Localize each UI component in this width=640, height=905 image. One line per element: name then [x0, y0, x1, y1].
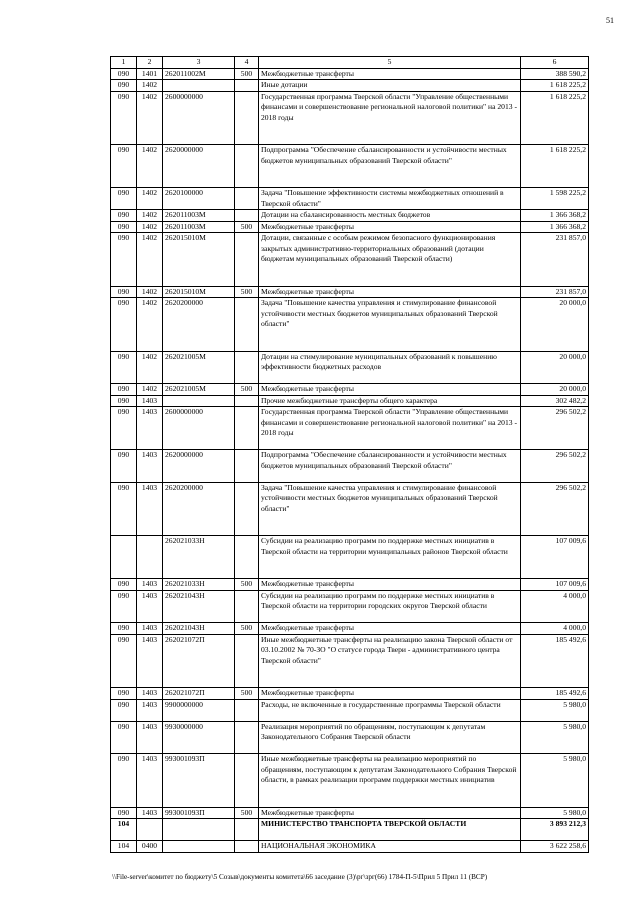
- description-cell: Иные межбюджетные трансферты на реализацию мероприятий по обращениям, поступающим к депутатам Законодательного Собрания Тверской области, в рамках реализации программ поддержки местных инициатив: [259, 754, 521, 808]
- table-row: [111, 699, 589, 721]
- section-code-cell: [137, 536, 163, 579]
- section-code-cell: 1403: [137, 699, 163, 721]
- description-cell: Государственная программа Тверской области "Управление общественными финансами и совершенствование региональной налоговой политики" на 2013 - 2018 годы: [259, 91, 521, 145]
- target-article-cell: 993001093П: [163, 807, 235, 819]
- section-code-cell: 1403: [137, 450, 163, 483]
- section-code-cell: 1402: [137, 145, 163, 188]
- ministry-code-cell: 090: [111, 634, 137, 688]
- expense-type-cell: [235, 634, 259, 688]
- table-row: [111, 623, 589, 635]
- amount-cell: 5 980,0: [521, 721, 589, 754]
- amount-cell: 4 000,0: [521, 590, 589, 623]
- ministry-code-cell: 090: [111, 590, 137, 623]
- table-row: [111, 407, 589, 450]
- amount-cell: 3 893 212,3: [521, 819, 589, 841]
- section-code-cell: 1401: [137, 68, 163, 80]
- ministry-code-cell: 090: [111, 68, 137, 80]
- ministry-code-cell: 090: [111, 579, 137, 591]
- description-cell: Дотации на сбалансированность местных бюджетов: [259, 210, 521, 222]
- table-row: [111, 395, 589, 407]
- description-cell: Государственная программа Тверской области "Управление общественными финансами и совершенствование региональной налоговой политики" на 2013 - 2018 годы: [259, 407, 521, 450]
- amount-cell: 231 857,0: [521, 286, 589, 298]
- description-cell: Задача "Повышение эффективности системы межбюджетных отношений в Тверской области": [259, 188, 521, 210]
- ministry-code-cell: 090: [111, 298, 137, 352]
- ministry-code-cell: 090: [111, 233, 137, 287]
- table-row: [111, 298, 589, 352]
- amount-cell: 296 502,2: [521, 450, 589, 483]
- target-article-cell: 262015010М: [163, 286, 235, 298]
- table-row: [111, 450, 589, 483]
- amount-cell: 185 492,6: [521, 634, 589, 688]
- section-code-cell: 1402: [137, 233, 163, 287]
- expense-type-cell: 500: [235, 623, 259, 635]
- expense-type-cell: [235, 841, 259, 853]
- table-row: [111, 188, 589, 210]
- expense-type-cell: 500: [235, 579, 259, 591]
- section-code-cell: 1403: [137, 754, 163, 808]
- expense-type-cell: [235, 754, 259, 808]
- target-article-cell: 262021005М: [163, 384, 235, 396]
- expense-type-cell: [235, 145, 259, 188]
- table-header-row: [111, 57, 589, 69]
- ministry-code-cell: 090: [111, 188, 137, 210]
- ministry-code-cell: 090: [111, 721, 137, 754]
- section-code-cell: 1403: [137, 623, 163, 635]
- ministry-code-cell: 090: [111, 286, 137, 298]
- description-cell: Подпрограмма "Обеспечение сбалансированности и устойчивости местных бюджетов муниципальных образований Тверской области": [259, 450, 521, 483]
- target-article-cell: 262021033Н: [163, 536, 235, 579]
- section-code-cell: 1402: [137, 210, 163, 222]
- table-row: [111, 145, 589, 188]
- table-row: [111, 536, 589, 579]
- description-cell: Межбюджетные трансферты: [259, 384, 521, 396]
- amount-cell: 231 857,0: [521, 233, 589, 287]
- expense-type-cell: [235, 80, 259, 92]
- expense-type-cell: 500: [235, 688, 259, 700]
- target-article-cell: 262021043Н: [163, 623, 235, 635]
- ministry-code-cell: 090: [111, 699, 137, 721]
- ministry-code-cell: 090: [111, 754, 137, 808]
- ministry-code-cell: 090: [111, 450, 137, 483]
- ministry-code-cell: 090: [111, 807, 137, 819]
- target-article-cell: 262021005М: [163, 351, 235, 384]
- amount-cell: 107 009,6: [521, 536, 589, 579]
- ministry-code-cell: 090: [111, 688, 137, 700]
- section-code-cell: 1403: [137, 807, 163, 819]
- target-article-cell: 262011003М: [163, 221, 235, 233]
- table-body: [111, 57, 589, 853]
- section-code-cell: 1402: [137, 351, 163, 384]
- table-row: [111, 721, 589, 754]
- table-row: [111, 754, 589, 808]
- expense-type-cell: 500: [235, 221, 259, 233]
- amount-cell: 20 000,0: [521, 351, 589, 384]
- section-code-cell: 0400: [137, 841, 163, 853]
- section-code-cell: 1403: [137, 482, 163, 536]
- file-path-footer: \\File-server\комитет по бюджету\5 Созыв\документы комитета\66 заседание (3)\рг\зрг(66) 1784-П-5\Прил 5 Прил 11 (ВСР): [112, 873, 488, 881]
- table-row: [111, 807, 589, 819]
- header-cell: 3: [163, 57, 235, 69]
- target-article-cell: 262021072П: [163, 634, 235, 688]
- description-cell: Реализация мероприятий по обращениям, поступающим к депутатам Законодательного Собрания Тверской области: [259, 721, 521, 754]
- description-cell: НАЦИОНАЛЬНАЯ ЭКОНОМИКА: [259, 841, 521, 853]
- table-row: [111, 482, 589, 536]
- description-cell: Межбюджетные трансферты: [259, 286, 521, 298]
- ministry-code-cell: [111, 536, 137, 579]
- expense-type-cell: [235, 721, 259, 754]
- target-article-cell: 2620000000: [163, 145, 235, 188]
- target-article-cell: 993001093П: [163, 754, 235, 808]
- description-cell: Иные межбюджетные трансферты на реализацию закона Тверской области от 03.10.2002 № 70-ЗО "О статусе города Твери - административного центра Тверской области": [259, 634, 521, 688]
- section-code-cell: 1403: [137, 395, 163, 407]
- amount-cell: 302 482,2: [521, 395, 589, 407]
- section-code-cell: 1403: [137, 634, 163, 688]
- budget-table: [110, 56, 589, 853]
- target-article-cell: 9930000000: [163, 721, 235, 754]
- amount-cell: 1 618 225,2: [521, 80, 589, 92]
- amount-cell: 5 980,0: [521, 754, 589, 808]
- ministry-code-cell: 090: [111, 395, 137, 407]
- amount-cell: 1 618 225,2: [521, 91, 589, 145]
- ministry-code-cell: 090: [111, 482, 137, 536]
- description-cell: Прочие межбюджетные трансферты общего характера: [259, 395, 521, 407]
- table-row: [111, 841, 589, 853]
- target-article-cell: 2620000000: [163, 450, 235, 483]
- description-cell: Межбюджетные трансферты: [259, 688, 521, 700]
- section-code-cell: 1402: [137, 298, 163, 352]
- table-row: [111, 819, 589, 841]
- table-row: [111, 688, 589, 700]
- target-article-cell: 2600000000: [163, 91, 235, 145]
- ministry-code-cell: 090: [111, 623, 137, 635]
- target-article-cell: 2600000000: [163, 407, 235, 450]
- description-cell: МИНИСТЕРСТВО ТРАНСПОРТА ТВЕРСКОЙ ОБЛАСТИ: [259, 819, 521, 841]
- table-row: [111, 634, 589, 688]
- expense-type-cell: 500: [235, 68, 259, 80]
- section-code-cell: 1403: [137, 590, 163, 623]
- table-row: [111, 351, 589, 384]
- amount-cell: 388 590,2: [521, 68, 589, 80]
- expense-type-cell: [235, 188, 259, 210]
- header-cell: 6: [521, 57, 589, 69]
- description-cell: Задача "Повышение качества управления и стимулирование финансовой устойчивости местных бюджетов муниципальных образований Тверской области": [259, 298, 521, 352]
- amount-cell: 1 366 368,2: [521, 221, 589, 233]
- header-cell: 4: [235, 57, 259, 69]
- table-row: [111, 80, 589, 92]
- expense-type-cell: [235, 407, 259, 450]
- amount-cell: 296 502,2: [521, 482, 589, 536]
- amount-cell: 3 622 258,6: [521, 841, 589, 853]
- amount-cell: 5 980,0: [521, 699, 589, 721]
- target-article-cell: 262021033Н: [163, 579, 235, 591]
- section-code-cell: 1402: [137, 91, 163, 145]
- target-article-cell: 2620200000: [163, 298, 235, 352]
- description-cell: Межбюджетные трансферты: [259, 807, 521, 819]
- target-article-cell: [163, 841, 235, 853]
- ministry-code-cell: 090: [111, 145, 137, 188]
- header-cell: 2: [137, 57, 163, 69]
- amount-cell: 1 366 368,2: [521, 210, 589, 222]
- ministry-code-cell: 090: [111, 351, 137, 384]
- ministry-code-cell: 104: [111, 819, 137, 841]
- description-cell: Межбюджетные трансферты: [259, 68, 521, 80]
- expense-type-cell: [235, 536, 259, 579]
- ministry-code-cell: 090: [111, 221, 137, 233]
- section-code-cell: 1402: [137, 384, 163, 396]
- table-row: [111, 286, 589, 298]
- target-article-cell: 262011002М: [163, 68, 235, 80]
- amount-cell: 1 618 225,2: [521, 145, 589, 188]
- target-article-cell: 262015010М: [163, 233, 235, 287]
- table-row: [111, 233, 589, 287]
- expense-type-cell: [235, 91, 259, 145]
- expense-type-cell: [235, 819, 259, 841]
- page-number: 51: [606, 16, 614, 25]
- table-row: [111, 68, 589, 80]
- target-article-cell: [163, 395, 235, 407]
- header-cell: 5: [259, 57, 521, 69]
- section-code-cell: 1402: [137, 188, 163, 210]
- section-code-cell: [137, 819, 163, 841]
- expense-type-cell: [235, 298, 259, 352]
- amount-cell: 1 598 225,2: [521, 188, 589, 210]
- description-cell: Задача "Повышение качества управления и стимулирование финансовой устойчивости местных бюджетов муниципальных образований Тверской области": [259, 482, 521, 536]
- table-row: [111, 579, 589, 591]
- amount-cell: 107 009,6: [521, 579, 589, 591]
- target-article-cell: 262011003М: [163, 210, 235, 222]
- target-article-cell: [163, 819, 235, 841]
- description-cell: Межбюджетные трансферты: [259, 221, 521, 233]
- description-cell: Иные дотации: [259, 80, 521, 92]
- section-code-cell: 1402: [137, 286, 163, 298]
- expense-type-cell: [235, 590, 259, 623]
- description-cell: Расходы, не включенные в государственные программы Тверской области: [259, 699, 521, 721]
- description-cell: Межбюджетные трансферты: [259, 579, 521, 591]
- target-article-cell: [163, 80, 235, 92]
- expense-type-cell: [235, 210, 259, 222]
- target-article-cell: 9900000000: [163, 699, 235, 721]
- expense-type-cell: [235, 450, 259, 483]
- ministry-code-cell: 090: [111, 80, 137, 92]
- amount-cell: 296 502,2: [521, 407, 589, 450]
- table-row: [111, 384, 589, 396]
- ministry-code-cell: 104: [111, 841, 137, 853]
- section-code-cell: 1402: [137, 80, 163, 92]
- ministry-code-cell: 090: [111, 407, 137, 450]
- description-cell: Межбюджетные трансферты: [259, 623, 521, 635]
- section-code-cell: 1403: [137, 688, 163, 700]
- amount-cell: 5 980,0: [521, 807, 589, 819]
- amount-cell: 4 000,0: [521, 623, 589, 635]
- expense-type-cell: [235, 351, 259, 384]
- description-cell: Субсидии на реализацию программ по поддержке местных инициатив в Тверской области на территории городских округов Тверской области: [259, 590, 521, 623]
- section-code-cell: 1403: [137, 721, 163, 754]
- amount-cell: 185 492,6: [521, 688, 589, 700]
- table-row: [111, 210, 589, 222]
- expense-type-cell: [235, 482, 259, 536]
- target-article-cell: 2620200000: [163, 482, 235, 536]
- expense-type-cell: [235, 233, 259, 287]
- target-article-cell: 2620100000: [163, 188, 235, 210]
- section-code-cell: 1402: [137, 221, 163, 233]
- section-code-cell: 1403: [137, 579, 163, 591]
- amount-cell: 20 000,0: [521, 298, 589, 352]
- target-article-cell: 262021072П: [163, 688, 235, 700]
- description-cell: Субсидии на реализацию программ по поддержке местных инициатив в Тверской области на территории муниципальных районов Тверской области: [259, 536, 521, 579]
- description-cell: Подпрограмма "Обеспечение сбалансированности и устойчивости местных бюджетов муниципальных образований Тверской области": [259, 145, 521, 188]
- section-code-cell: 1403: [137, 407, 163, 450]
- description-cell: Дотации на стимулирование муниципальных образований к повышению эффективности бюджетных расходов: [259, 351, 521, 384]
- ministry-code-cell: 090: [111, 91, 137, 145]
- header-cell: 1: [111, 57, 137, 69]
- expense-type-cell: 500: [235, 807, 259, 819]
- expense-type-cell: 500: [235, 286, 259, 298]
- table-row: [111, 590, 589, 623]
- table-row: [111, 221, 589, 233]
- expense-type-cell: [235, 395, 259, 407]
- ministry-code-cell: 090: [111, 384, 137, 396]
- ministry-code-cell: 090: [111, 210, 137, 222]
- amount-cell: 20 000,0: [521, 384, 589, 396]
- expense-type-cell: 500: [235, 384, 259, 396]
- expense-type-cell: [235, 699, 259, 721]
- description-cell: Дотации, связанные с особым режимом безопасного функционирования закрытых административно-территориальных образований (дотации бюджетам муниципальных образований Тверской области): [259, 233, 521, 287]
- table-row: [111, 91, 589, 145]
- target-article-cell: 262021043Н: [163, 590, 235, 623]
